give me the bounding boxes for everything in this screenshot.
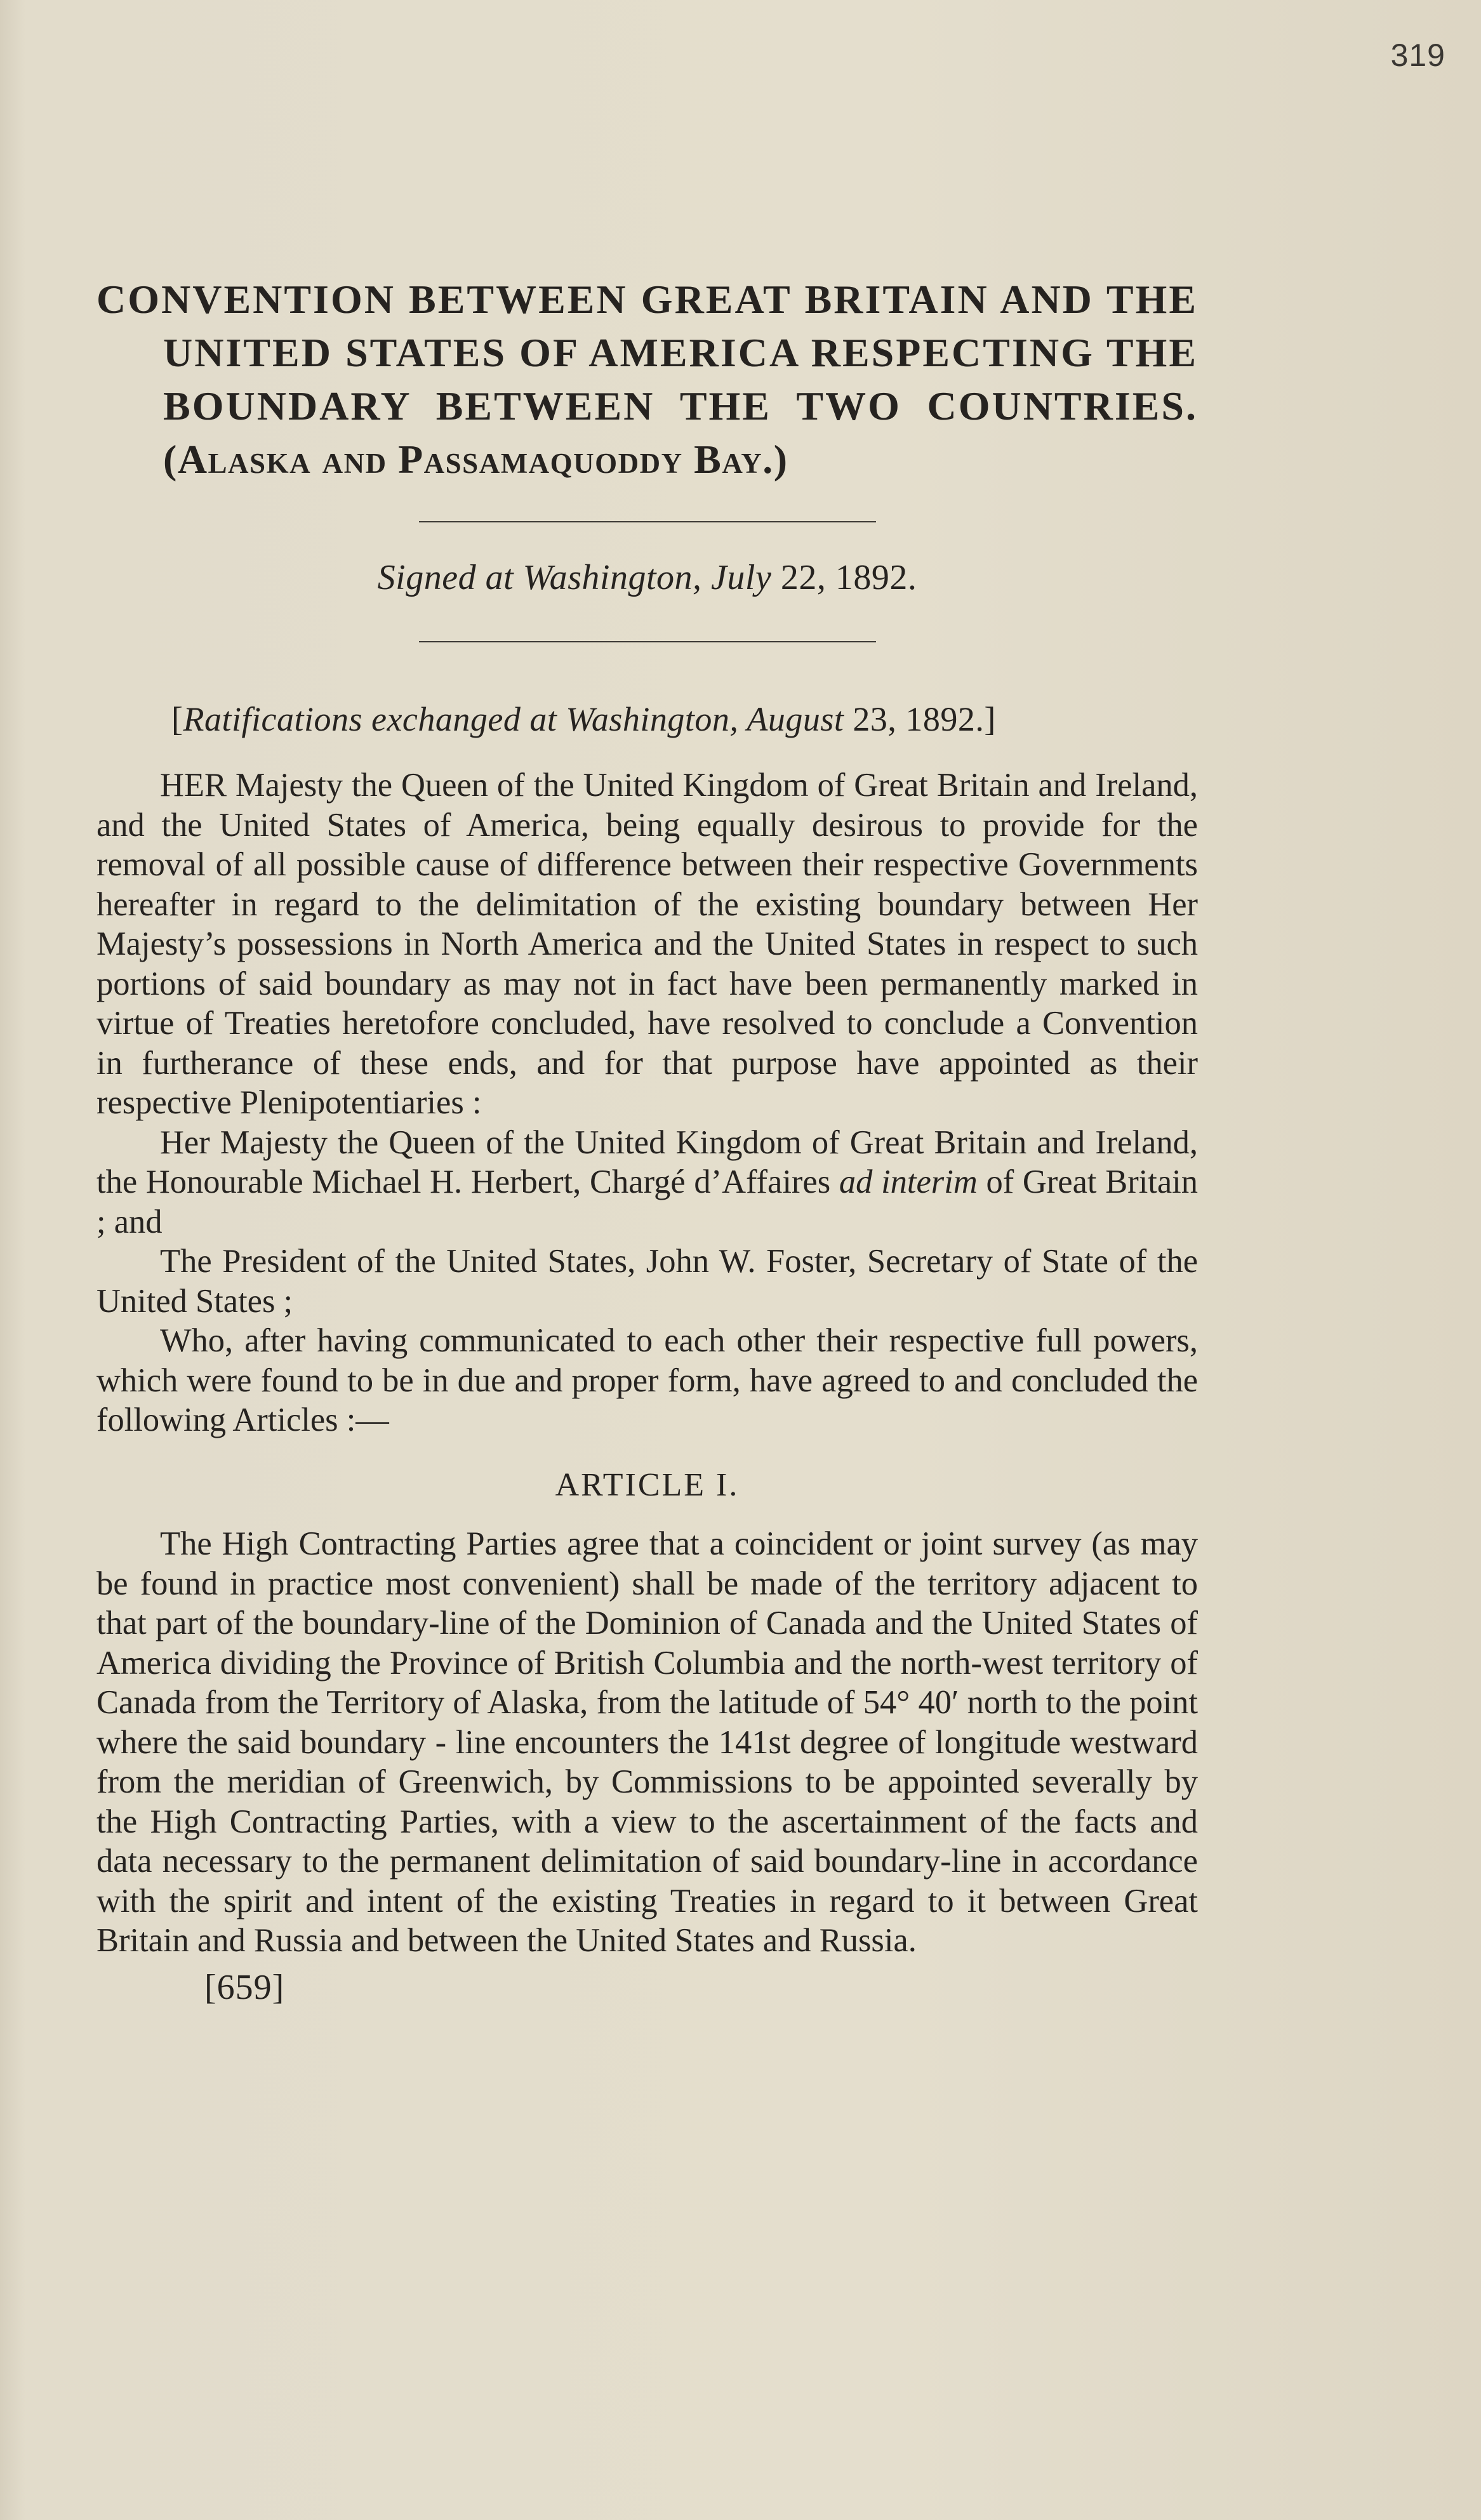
signing-line bbox=[96, 557, 1198, 598]
plenipotentiary-britain-end: of Great Britain ; and bbox=[96, 1164, 1199, 1240]
page-number: 319 bbox=[1390, 37, 1445, 73]
article-paragraph: The High Contracting Parties agree that a coincident or joint survey (as may be found in practice most convenient) shall be made of the territory adjacent to that part of the boundary-line of the Dominion of Canada and the United States of America dividing the Province of British Columbia and the north-west territory of Canada from the Territory of Alaska, from the latitude of 54° 40′ north to the point where the said boundary - line encounters the 141st degree of longitude westward from the meridian of Greenwich, by Commissions to be appointed severally by the High Contracting Parties, with a view to the ascertainment of the facts and data necessary to the permanent delimitation of said boundary-line in accordance with the spirit and intent of the existing Treaties in regard to it between Great Britain and Russia and between the United States and Russia. bbox=[96, 1525, 1198, 1959]
signed-place: Signed at Washington, July bbox=[377, 558, 772, 597]
ratification-line bbox=[96, 700, 1198, 739]
signed-date: 22, 1892. bbox=[780, 558, 917, 597]
preamble-paragraph: HER Majesty the Queen of the United Kingdom of Great Britain and Ireland, and the United States of America, being equally desirous to provide for the removal of all possible cause of difference between their respective Governments hereafter in regard to the delimitation of the existing boundary between Her Majesty’s possessions in North America and the United States in respect to such portions of said boundary as may not in fact have been permanently marked in virtue of Treaties heretofore concluded, have resolved to conclude a Convention in furtherance of these ends, and for that purpose have appointed as their respective Plenipotentiaries : bbox=[96, 767, 1198, 1121]
ratification-date: 23, 1892.] bbox=[853, 700, 996, 738]
folio-number: [659] bbox=[204, 1967, 285, 2007]
ratification-bracket: [ bbox=[171, 700, 183, 738]
document-body bbox=[96, 273, 1198, 2008]
convention-text bbox=[96, 766, 1198, 1961]
plenipotentiary-britain bbox=[96, 1123, 1198, 1242]
ratification-place: Ratifications exchanged at Washington, August bbox=[183, 700, 844, 738]
plenipotentiary-britain-text: Her Majesty the Queen of the United Kingdom of Great Britain and Ireland, the Honourable Michael H. Herbert, Chargé d’Affaires bbox=[96, 1124, 1198, 1200]
article-heading: ARTICLE I. bbox=[555, 1466, 740, 1503]
title-subtitle: (Alaska and Passamaquoddy Bay.) bbox=[163, 437, 788, 482]
plenipotentiary-us: The President of the United States, John W. Foster, Secretary of State of the United States ; bbox=[96, 1243, 1198, 1320]
closing-paragraph: Who, after having communicated to each other their respective full powers, which were found to be in due and proper form, have agreed to and concluded the following Articles :— bbox=[96, 1322, 1198, 1438]
title-main: CONVENTION BETWEEN GREAT BRITAIN AND THE UNITED STATES OF AMERICA RESPECTING THE BOUNDARY BETWEEN THE TWO COUNTRIES. bbox=[96, 277, 1198, 428]
divider-bottom bbox=[419, 641, 876, 642]
divider-top bbox=[419, 521, 876, 522]
plenipotentiary-britain-italic: ad interim bbox=[839, 1164, 978, 1200]
document-title bbox=[96, 273, 1198, 486]
